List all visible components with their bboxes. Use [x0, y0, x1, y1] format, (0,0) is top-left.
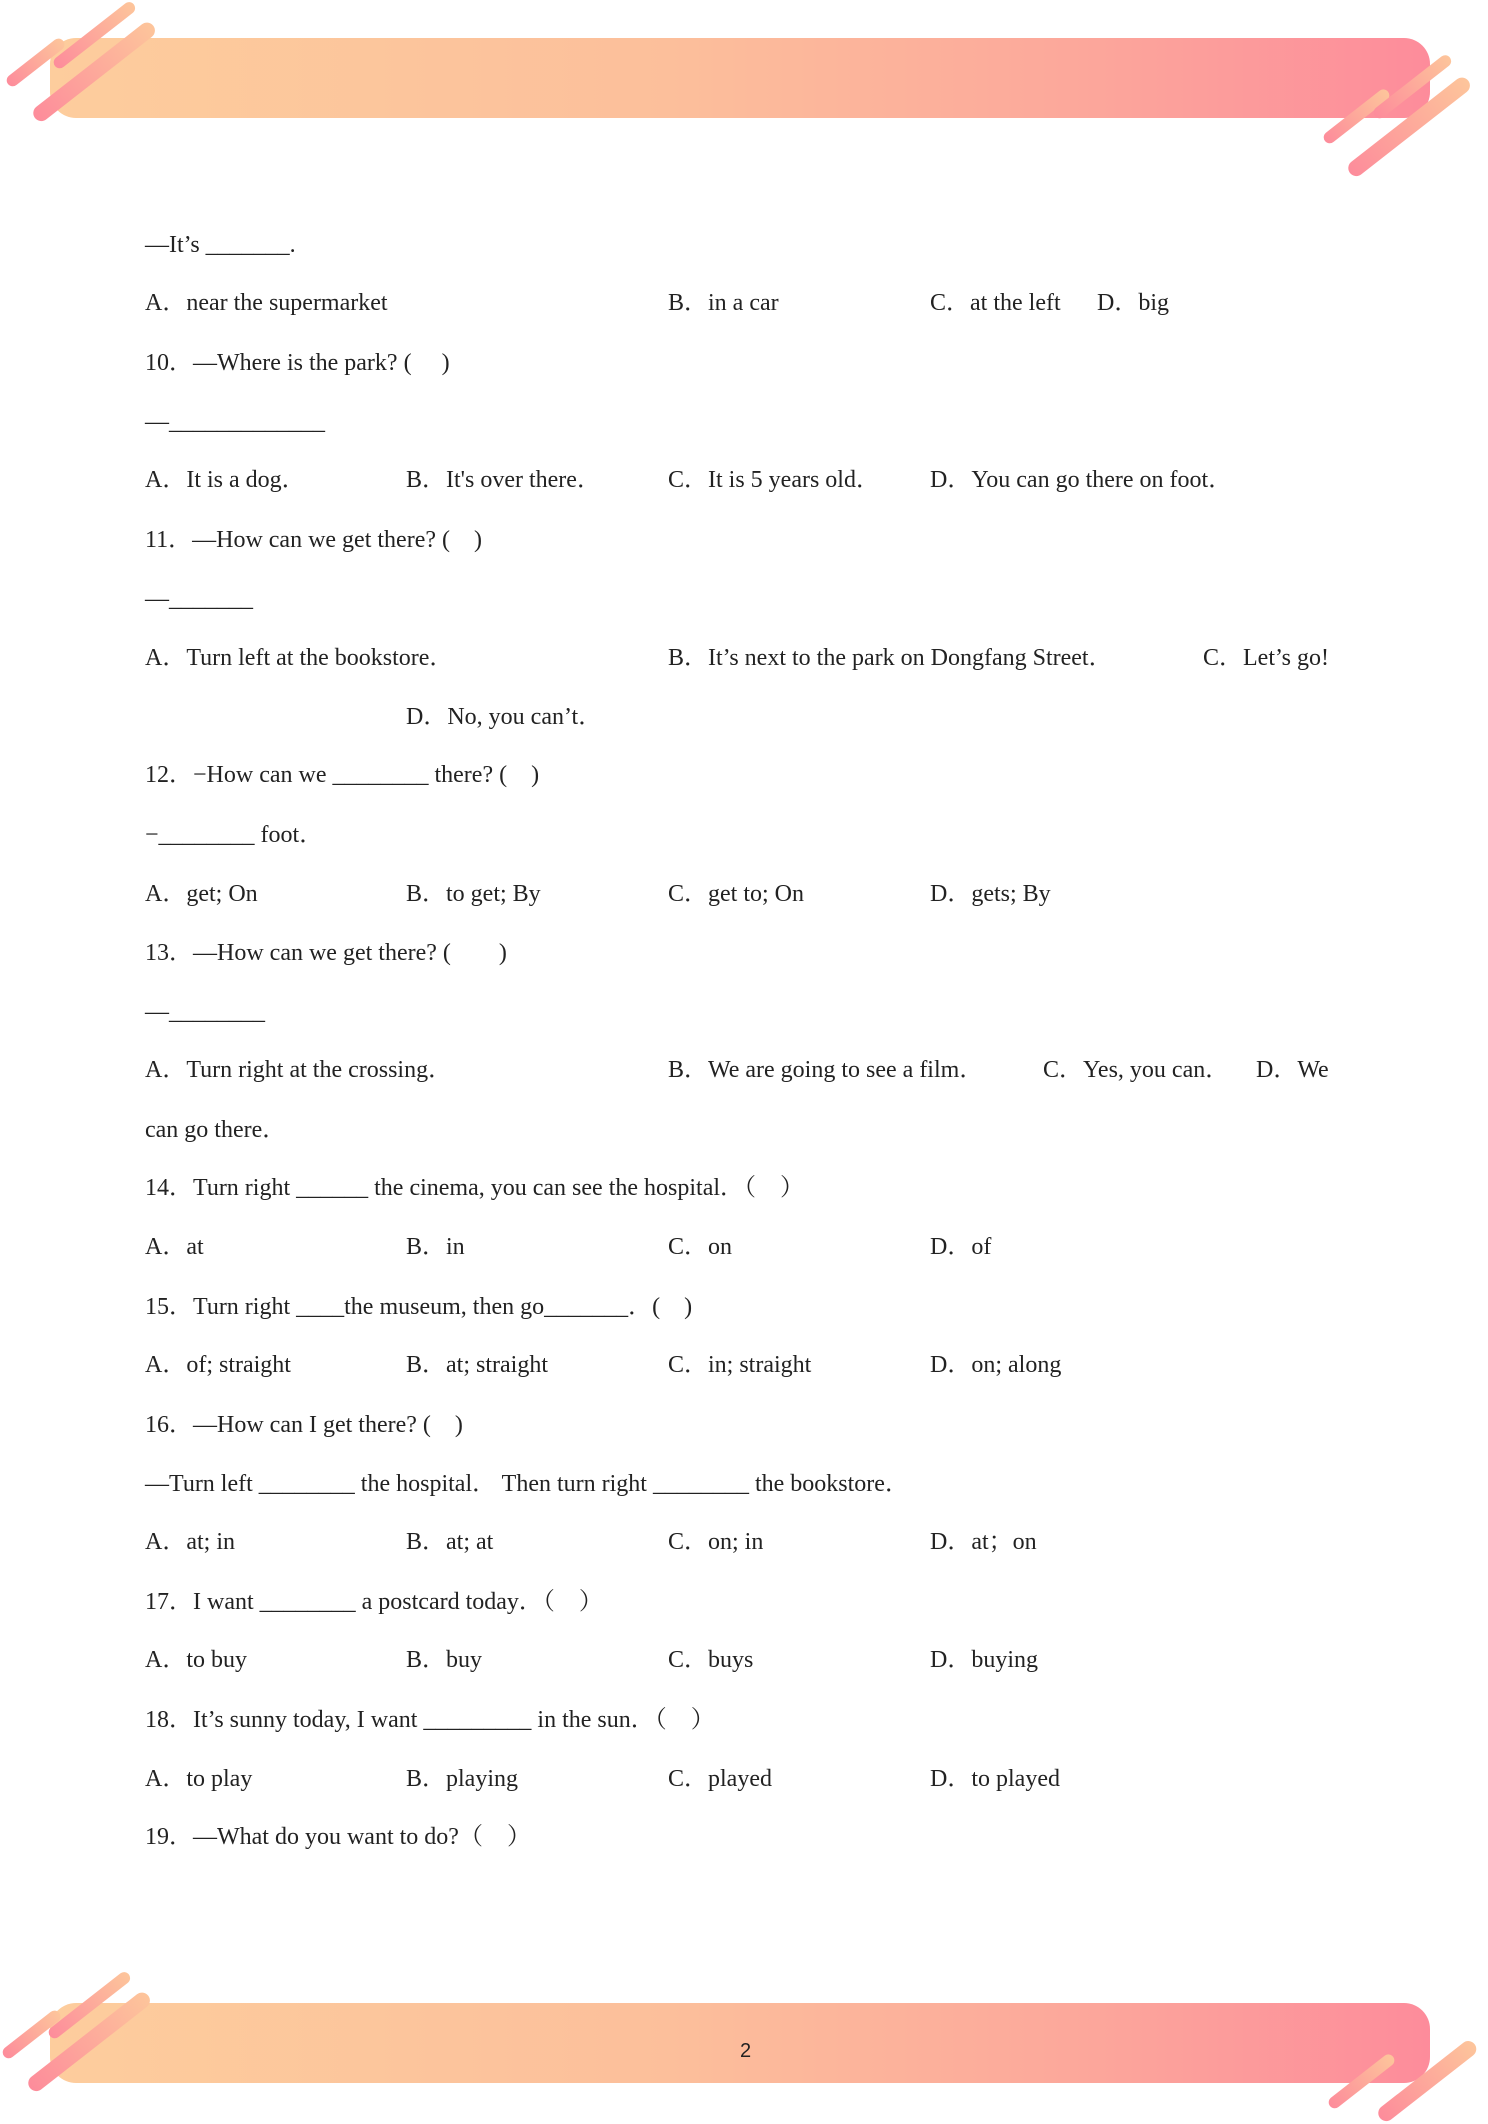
question-line: —_____________: [145, 409, 325, 435]
answer-option: D．gets; By: [930, 881, 1051, 907]
answer-option: D．We: [1256, 1057, 1329, 1083]
header-band: [50, 38, 1430, 118]
answer-option: A．Turn left at the bookstore．: [145, 645, 454, 671]
question-line: 17．I want ________ a postcard today．（ ）: [145, 1589, 603, 1615]
answer-option: B．playing: [406, 1766, 518, 1792]
answer-option: D．to played: [930, 1766, 1060, 1792]
answer-option: C．Yes, you can．: [1043, 1057, 1230, 1083]
question-line: —Turn left ________ the hospital． Then turn right ________ the bookstore．: [145, 1471, 909, 1497]
answer-option: C．It is 5 years old．: [668, 467, 880, 493]
answer-option: A．Turn right at the crossing．: [145, 1057, 453, 1083]
answer-option: D．at；on: [930, 1529, 1037, 1555]
answer-option: C．at the left: [930, 290, 1061, 316]
answer-option: B．at; at: [406, 1529, 494, 1555]
answer-option: B．We are going to see a film．: [668, 1057, 984, 1083]
question-line: −________ foot．: [145, 822, 324, 848]
answer-option: D．buying: [930, 1647, 1038, 1673]
answer-option: D．big: [1097, 290, 1169, 316]
answer-option: C．Let’s go!: [1203, 645, 1329, 671]
answer-option: B．It’s next to the park on Dongfang Street．: [668, 645, 1113, 671]
question-line: 12．−How can we ________ there? ( ): [145, 762, 540, 788]
answer-option: C．get to; On: [668, 881, 804, 907]
question-line: 15．Turn right ____the museum, then go_______．( ): [145, 1294, 693, 1320]
question-line: 18．It’s sunny today, I want _________ in the sun．（ ）: [145, 1707, 715, 1733]
question-line: 11．—How can we get there? ( ): [145, 527, 482, 553]
answer-option: C．on: [668, 1234, 733, 1260]
answer-option: D．No, you can’t．: [406, 704, 603, 730]
question-line: —________: [145, 999, 265, 1025]
answer-option: B．to get; By: [406, 881, 541, 907]
answer-option: A．to buy: [145, 1647, 247, 1673]
answer-option: B．It's over there．: [406, 467, 601, 493]
answer-option: A．near the supermarket: [145, 290, 388, 316]
page-number: 2: [740, 2040, 752, 2062]
answer-option: C．in; straight: [668, 1352, 812, 1378]
question-line: 19．—What do you want to do?（ ）: [145, 1824, 531, 1850]
answer-option: A．of; straight: [145, 1352, 291, 1378]
question-line: —It’s _______.: [145, 232, 296, 258]
answer-option: D．of: [930, 1234, 992, 1260]
answer-option: A．at; in: [145, 1529, 235, 1555]
question-line: 16．—How can I get there? ( ): [145, 1412, 463, 1438]
answer-option: A．at: [145, 1234, 204, 1260]
question-line: can go there．: [145, 1117, 287, 1143]
answer-option: D．on; along: [930, 1352, 1062, 1378]
answer-option: B．buy: [406, 1647, 483, 1673]
answer-option: B．in a car: [668, 290, 779, 316]
question-line: 14．Turn right ______ the cinema, you can see the hospital．（ ）: [145, 1175, 805, 1201]
answer-option: C．buys: [668, 1647, 754, 1673]
answer-option: C．on; in: [668, 1529, 764, 1555]
question-line: —_______: [145, 586, 253, 612]
answer-option: A．to play: [145, 1766, 253, 1792]
answer-option: A．It is a dog．: [145, 467, 306, 493]
answer-option: D．You can go there on foot．: [930, 467, 1233, 493]
answer-option: B．in: [406, 1234, 465, 1260]
question-line: 10．—Where is the park? ( ): [145, 350, 450, 376]
answer-option: A．get; On: [145, 881, 258, 907]
answer-option: C．played: [668, 1766, 772, 1792]
answer-option: B．at; straight: [406, 1352, 548, 1378]
question-line: 13．—How can we get there? ( ): [145, 940, 507, 966]
